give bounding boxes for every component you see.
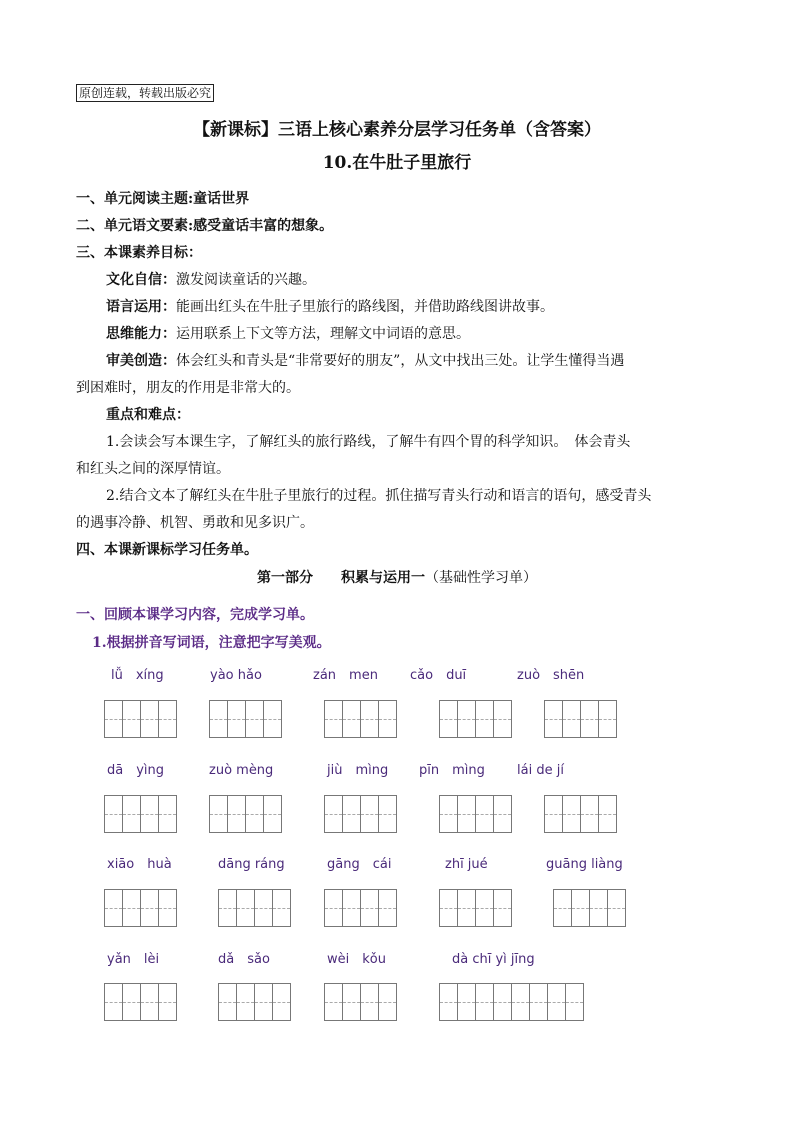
writing-grid[interactable] [209, 700, 282, 738]
writing-grid[interactable] [544, 795, 617, 833]
writing-cell[interactable] [104, 795, 123, 833]
writing-cell[interactable] [475, 700, 494, 738]
key-point-2: 2.结合文本了解红头在牛肚子里旅行的过程。抓住描写青头行动和语言的语句，感受青头 [106, 488, 652, 504]
writing-cell[interactable] [122, 889, 141, 927]
writing-cell[interactable] [272, 983, 291, 1021]
writing-cell[interactable] [140, 889, 159, 927]
writing-cell[interactable] [475, 983, 494, 1021]
pinyin-label: xiāo huà [107, 857, 172, 872]
writing-cell[interactable] [562, 700, 581, 738]
writing-cell[interactable] [254, 889, 273, 927]
writing-cell[interactable] [342, 889, 361, 927]
goal-label: 语言运用： [106, 299, 176, 315]
writing-grid[interactable] [324, 983, 397, 1021]
question-heading: 一、回顾本课学习内容，完成学习单。 [76, 607, 314, 623]
writing-grid[interactable] [324, 795, 397, 833]
writing-cell[interactable] [511, 983, 530, 1021]
writing-grid[interactable] [218, 983, 291, 1021]
key-point-1-cont: 和红头之间的深厚情谊。 [76, 461, 230, 477]
writing-cell[interactable] [457, 889, 476, 927]
writing-cell[interactable] [324, 795, 343, 833]
writing-cell[interactable] [378, 700, 397, 738]
goal-language [76, 294, 720, 321]
pinyin-label: lǚ xíng [111, 668, 164, 683]
writing-cell[interactable] [218, 889, 237, 927]
writing-cell[interactable] [547, 983, 566, 1021]
writing-grid[interactable] [553, 889, 626, 927]
writing-cell[interactable] [360, 889, 379, 927]
part-heading [0, 566, 794, 590]
pinyin-label: zuò shēn [517, 668, 585, 683]
writing-cell[interactable] [324, 889, 343, 927]
writing-cell[interactable] [493, 889, 512, 927]
question-1: 1.根据拼音写词语，注意把字写美观。 [92, 635, 331, 651]
writing-cell[interactable] [140, 983, 159, 1021]
writing-grid[interactable] [324, 700, 397, 738]
pinyin-label: pīn mìng [419, 763, 485, 778]
writing-cell[interactable] [158, 889, 177, 927]
writing-cell[interactable] [580, 700, 599, 738]
writing-grid[interactable] [439, 700, 512, 738]
writing-cell[interactable] [457, 983, 476, 1021]
writing-cell[interactable] [439, 889, 458, 927]
writing-cell[interactable] [589, 889, 608, 927]
pinyin-label: dā yìng [107, 763, 165, 778]
writing-cell[interactable] [378, 889, 397, 927]
goal-label: 文化自信： [106, 272, 176, 288]
writing-cell[interactable] [562, 795, 581, 833]
section-language-element: 二、单元语文要素:感受童话丰富的想象。 [76, 218, 334, 234]
goal-label: 思维能力： [106, 326, 176, 342]
writing-cell[interactable] [122, 795, 141, 833]
writing-cell[interactable] [493, 983, 512, 1021]
writing-cell[interactable] [580, 795, 599, 833]
pinyin-label: zuò mèng [209, 763, 274, 778]
writing-cell[interactable] [378, 983, 397, 1021]
pinyin-label: wèi kǒu [327, 952, 386, 967]
writing-cell[interactable] [457, 700, 476, 738]
writing-cell[interactable] [544, 795, 563, 833]
goal-aesthetic [76, 348, 720, 375]
writing-cell[interactable] [104, 983, 123, 1021]
writing-cell[interactable] [529, 983, 548, 1021]
writing-grid[interactable] [209, 795, 282, 833]
writing-cell[interactable] [245, 795, 264, 833]
writing-cell[interactable] [493, 700, 512, 738]
writing-cell[interactable] [263, 795, 282, 833]
goal-culture [76, 267, 720, 294]
writing-cell[interactable] [553, 889, 572, 927]
pinyin-label: yǎn lèi [107, 952, 160, 967]
writing-cell[interactable] [439, 795, 458, 833]
section-reading-theme: 一、单元阅读主题:童话世界 [76, 191, 250, 207]
writing-cell[interactable] [360, 795, 379, 833]
pinyin-label: lái de jí [517, 763, 564, 778]
writing-grid[interactable] [104, 795, 177, 833]
writing-cell[interactable] [227, 700, 246, 738]
pinyin-label: zhī jué [445, 857, 488, 872]
key-point-1: 1.会读会写本课生字，了解红头的旅行路线，了解牛有四个胃的科学知识。 体会青头 [106, 434, 631, 450]
writing-cell[interactable] [122, 700, 141, 738]
writing-grid[interactable] [439, 983, 584, 1021]
writing-grid[interactable] [104, 700, 177, 738]
writing-cell[interactable] [360, 700, 379, 738]
writing-cell[interactable] [140, 795, 159, 833]
writing-cell[interactable] [158, 700, 177, 738]
writing-cell[interactable] [218, 983, 237, 1021]
writing-grid[interactable] [324, 889, 397, 927]
key-points-label: 重点和难点： [106, 407, 190, 423]
goal-thinking [76, 321, 720, 348]
writing-cell[interactable] [209, 795, 228, 833]
writing-grid[interactable] [104, 983, 177, 1021]
section-task-list: 四、本课新课标学习任务单。 [76, 542, 258, 558]
goal-text: 激发阅读童话的兴趣。 [176, 272, 316, 288]
lesson-body [76, 186, 720, 564]
writing-cell[interactable] [158, 795, 177, 833]
writing-cell[interactable] [360, 983, 379, 1021]
writing-cell[interactable] [475, 795, 494, 833]
writing-cell[interactable] [122, 983, 141, 1021]
pinyin-label: cǎo duī [410, 668, 467, 683]
writing-cell[interactable] [439, 700, 458, 738]
goal-text: 体会红头和青头是“非常要好的朋友”，从文中找出三处。让学生懂得当遇 [176, 353, 625, 369]
pinyin-label: dǎ sǎo [218, 952, 270, 967]
writing-cell[interactable] [236, 889, 255, 927]
pinyin-label: zán men [313, 668, 378, 683]
pinyin-label: yào hǎo [210, 668, 262, 683]
goal-aesthetic-cont: 到困难时，朋友的作用是非常大的。 [76, 380, 300, 396]
writing-cell[interactable] [263, 700, 282, 738]
document-title: 【新课标】三语上核心素养分层学习任务单（含答案） [193, 120, 601, 140]
writing-cell[interactable] [236, 983, 255, 1021]
writing-cell[interactable] [272, 889, 291, 927]
writing-grid[interactable] [439, 889, 512, 927]
key-point-2-cont: 的遇事冷静、机智、勇敢和见多识广。 [76, 515, 314, 531]
goal-label: 审美创造： [106, 353, 176, 369]
part-title: 第一部分 积累与运用一 [257, 570, 425, 586]
pinyin-label: dà chī yì jīng [452, 952, 535, 967]
part-subtitle: （基础性学习单） [425, 570, 537, 586]
goal-text: 运用联系上下文等方法，理解文中词语的意思。 [176, 326, 470, 342]
writing-grid[interactable] [218, 889, 291, 927]
writing-cell[interactable] [140, 700, 159, 738]
writing-cell[interactable] [607, 889, 626, 927]
writing-cell[interactable] [324, 700, 343, 738]
pinyin-label: guāng liàng [546, 857, 623, 872]
pinyin-label: dāng ráng [218, 857, 285, 872]
writing-cell[interactable] [227, 795, 246, 833]
writing-cell[interactable] [598, 795, 617, 833]
goal-text: 能画出红头在牛肚子里旅行的路线图，并借助路线图讲故事。 [176, 299, 554, 315]
writing-cell[interactable] [475, 889, 494, 927]
writing-cell[interactable] [598, 700, 617, 738]
writing-cell[interactable] [342, 983, 361, 1021]
writing-cell[interactable] [342, 700, 361, 738]
pinyin-label: jiù mìng [327, 763, 389, 778]
writing-cell[interactable] [493, 795, 512, 833]
pinyin-label: gāng cái [327, 857, 392, 872]
writing-grid[interactable] [104, 889, 177, 927]
section-goals: 三、本课素养目标： [76, 245, 202, 261]
lesson-title: 10.在牛肚子里旅行 [322, 153, 472, 173]
writing-cell[interactable] [245, 700, 264, 738]
writing-cell[interactable] [158, 983, 177, 1021]
writing-cell[interactable] [254, 983, 273, 1021]
writing-cell[interactable] [544, 700, 563, 738]
writing-cell[interactable] [324, 983, 343, 1021]
writing-grid[interactable] [439, 795, 512, 833]
writing-cell[interactable] [378, 795, 397, 833]
writing-cell[interactable] [342, 795, 361, 833]
writing-cell[interactable] [457, 795, 476, 833]
writing-cell[interactable] [439, 983, 458, 1021]
writing-cell[interactable] [104, 700, 123, 738]
copyright-stamp: 原创连载，转载出版必究 [76, 84, 214, 102]
writing-cell[interactable] [104, 889, 123, 927]
writing-cell[interactable] [209, 700, 228, 738]
writing-cell[interactable] [571, 889, 590, 927]
writing-cell[interactable] [565, 983, 584, 1021]
writing-grid[interactable] [544, 700, 617, 738]
